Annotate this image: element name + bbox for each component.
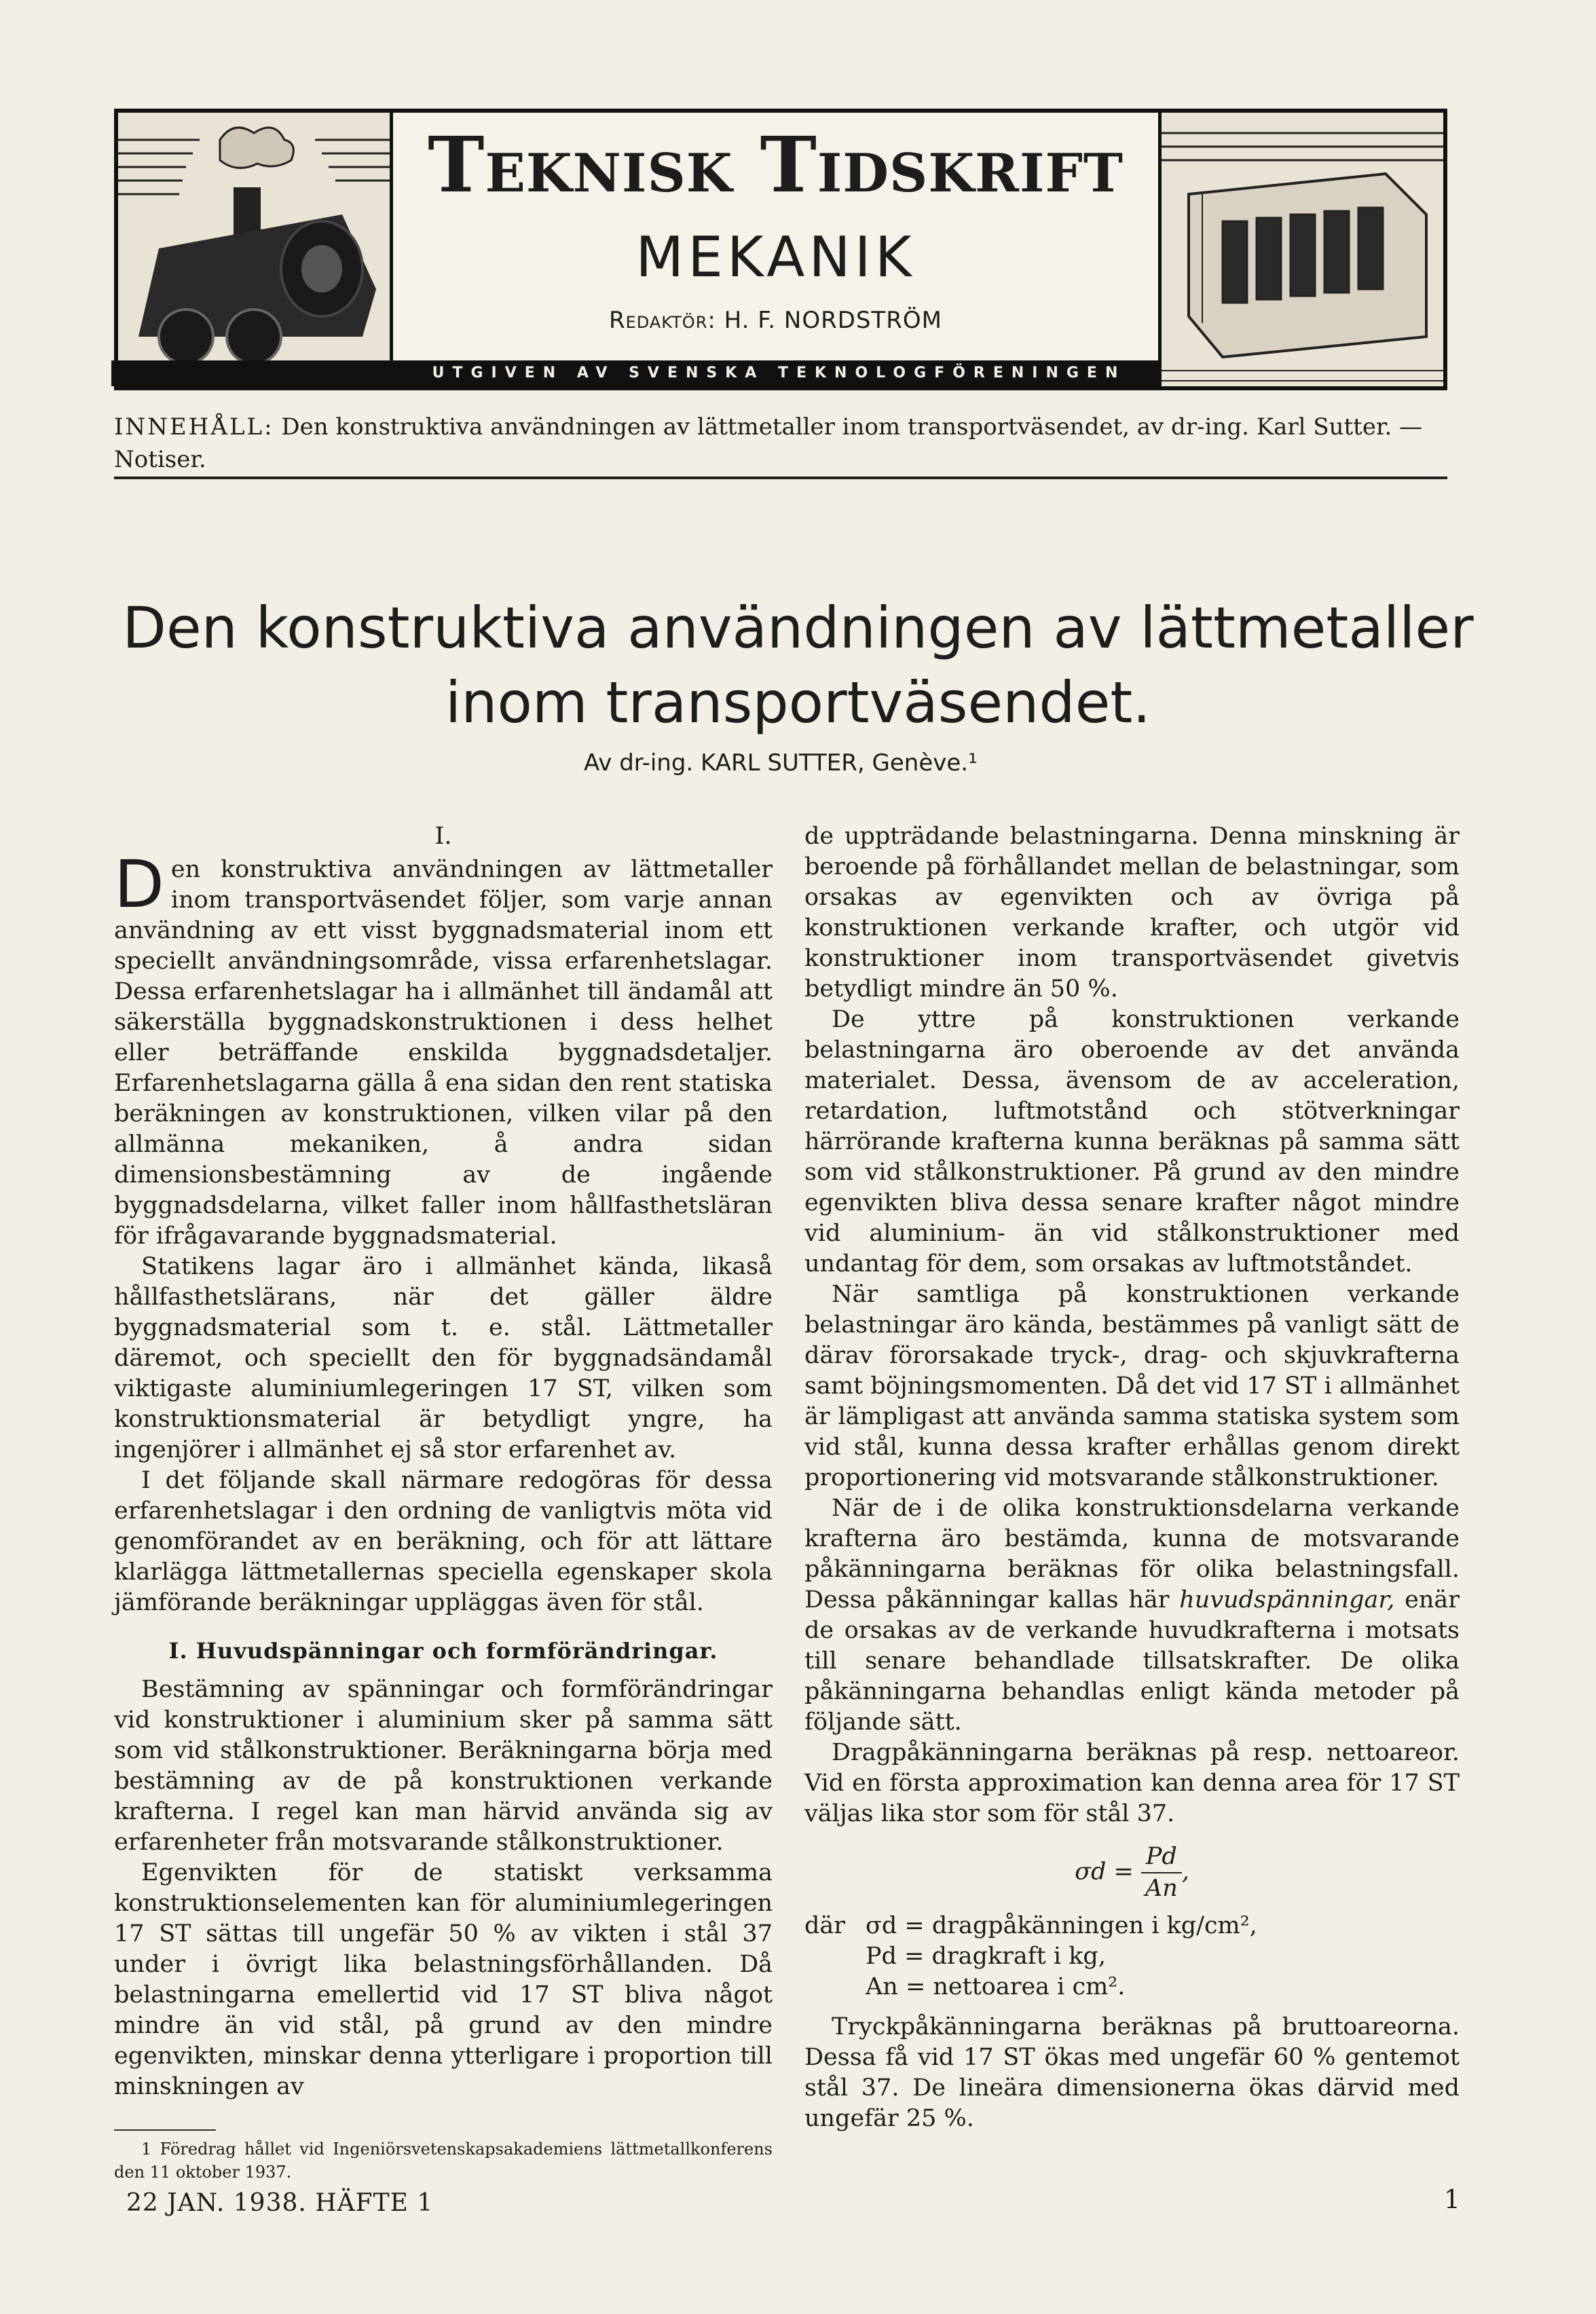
definition: Pd = dragkraft i kg, bbox=[866, 1943, 1106, 1970]
formula-lhs: σd = bbox=[1075, 1858, 1134, 1886]
drop-cap: D bbox=[114, 846, 164, 922]
paragraph: Tryckpåkänningarna beräknas på bruttoareorna. Dessa få vid 17 ST ökas med ungefär 60 % gentemot stål 37. De lineära dimensionerna ökas därvid med ungefär 25 %. bbox=[804, 2013, 1460, 2132]
right-column bbox=[804, 821, 1460, 2134]
locomotive-icon bbox=[118, 113, 390, 386]
masthead-center bbox=[390, 113, 1162, 386]
paragraph-text: enär de orsakas av de verkande huvudkrafterna i motsats till senare behandlade tillsatskrafter. De olika påkänningarna behandlas enligt kända metoder på följande sätt. bbox=[804, 1586, 1460, 1736]
footnote-rule bbox=[114, 2129, 216, 2131]
paragraph bbox=[114, 846, 773, 1252]
paragraph: När samtliga på konstruktionen verkande belastningar äro kända, bestämmes på vanligt sätt de därav förorsakade tryck-, drag- och skjuvkrafterna samt böjningsmomenten. Då det vid 17 ST i allmänhet är lämpligast att använda samma statiska system som vid stål, kunna dessa krafter erhållas genom direkt proportionering vid motsvarande stålkonstruktioner. bbox=[804, 1281, 1460, 1491]
formula bbox=[804, 1842, 1460, 1904]
editor-line: Redaktör: H. F. NORDSTRÖM bbox=[609, 307, 942, 334]
table-of-contents bbox=[114, 411, 1447, 476]
issue-date: 22 JAN. 1938. HÄFTE 1 bbox=[126, 2189, 434, 2217]
definition: σd = dragpåkänningen i kg/cm², bbox=[866, 1912, 1257, 1939]
contents-text: Den konstruktiva användningen av lättmetaller inom transportväsendet, av dr-ing. Karl Sutter. — Notiser. bbox=[114, 413, 1423, 473]
formula-denominator: An bbox=[1145, 1875, 1178, 1902]
section-heading: I. Huvudspänningar och formförändringar. bbox=[168, 1638, 718, 1664]
journal-title: Teknisk Tidskrift bbox=[428, 121, 1124, 210]
paragraph: De yttre på konstruktionen verkande belastningarna äro oberoende av det använda materialet. Dessa, ävensom de av acceleration, retardation, luftmotstånd och stötverkningar härrörande krafterna kunna beräknas på samma sätt som vid stålkonstruktioner. På grund av den mindre egenvikten bliva dessa senare krafter något mindre vid aluminium- än vid stålkonstruktioner med undantag för dem, som orsakas av luftmotståndet. bbox=[804, 1006, 1460, 1277]
formula-numerator: Pd bbox=[1141, 1842, 1182, 1873]
publisher-banner: UTGIVEN AV SVENSKA TEKNOLOGFÖRENINGEN bbox=[111, 360, 1447, 386]
definition-row bbox=[804, 1911, 1460, 1941]
page-number: 1 bbox=[1443, 2184, 1460, 2214]
paragraph: Egenvikten för de statiskt verksamma konstruktionselementen kan för aluminiumlegeringen 17 ST sättas till ungefär 50 % av vikten i stål 37 under i övrigt lika belastningsförhållanden. Då belastningarna emellertid vid 17 ST bliva något mindre än vid stål, på grund av den mindre egenvikten, minskar denna ytterligare i proportion till minskningen av bbox=[114, 1859, 773, 2100]
divider bbox=[114, 477, 1447, 479]
paragraph: Dragpåkänningarna beräknas på resp. nettoareor. Vid en första approximation kan denna area för 17 ST väljas lika stor som för stål 37. bbox=[804, 1739, 1460, 1827]
article-byline: Av dr-ing. KARL SUTTER, Genève.¹ bbox=[584, 749, 978, 777]
masthead bbox=[114, 109, 1447, 390]
section-number: I. bbox=[434, 823, 452, 850]
engine-illustration bbox=[1158, 113, 1443, 386]
emphasis-term: huvudspänningar, bbox=[1179, 1586, 1395, 1613]
contents-label: INNEHÅLL: bbox=[114, 413, 274, 441]
definition: An = nettoarea i cm². bbox=[866, 1973, 1126, 2000]
diesel-engine-icon bbox=[1162, 113, 1443, 386]
paragraph-text: När de i de olika konstruktionsdelarna verkande krafterna äro bestämda, kunna de motsvarande påkänningarna beräknas för olika belastningsfall. Dessa påkänningar kallas här bbox=[804, 1495, 1460, 1613]
formula-tail: , bbox=[1181, 1858, 1189, 1886]
locomotive-illustration bbox=[118, 113, 393, 386]
formula-definitions bbox=[804, 1911, 1460, 2002]
left-column bbox=[114, 821, 773, 2184]
paragraph: I det följande skall närmare redogöras för dessa erfarenhetslagar i den ordning de vanligtvis möta vid genomförandet av en beräkning, och för att lättare klarlägga lättmetallernas speciella egenskaper skola jämförande beräkningar uppläggas även för stål. bbox=[114, 1467, 773, 1616]
footnote: 1 Föredrag hållet vid Ingeniörsvetenskapsakademiens lättmetallkonferens den 11 oktober 1937. bbox=[114, 2140, 773, 2182]
formula-fraction bbox=[1141, 1842, 1182, 1904]
journal-section: MEKANIK bbox=[635, 225, 916, 290]
paragraph: Bestämning av spänningar och formförändringar vid konstruktioner i aluminium sker på samma sätt som vid stålkonstruktioner. Beräkningarna börja med bestämning av de på konstruktionen verkande krafterna. I regel kan man härvid använda sig av erfarenheter från motsvarande stålkonstruktioner. bbox=[114, 1676, 773, 1856]
paragraph-text: en konstruktiva användningen av lättmetaller inom transportväsendet följer, som varje annan användning av ett visst byggnadsmaterial inom ett speciellt användningsområde, vissa erfarenhetslagar. Dessa erfarenhetslagar ha i allmänhet till ändamål att säkerställa byggnadskonstruktionen i dess helhet eller beträffande enskilda byggnadsdetaljer. Erfarenhetslagarna gälla å ena sidan den rent statiska beräkningen av konstruktionen, vilken vilar på den allmänna mekaniken, å andra sidan dimensionsbestämning av de ingående byggnadsdelarna, vilket faller inom hållfasthetsläran för ifrågavarande byggnadsmaterial. bbox=[114, 856, 773, 1250]
article-title: Den konstruktiva användningen av lättmetaller inom transportväsendet. bbox=[122, 595, 1474, 736]
paragraph: Statikens lagar äro i allmänhet kända, likaså hållfasthetslärans, när det gäller äldre byggnadsmaterial som t. e. stål. Lättmetaller däremot, och speciellt den för byggnadsändamål viktigaste aluminiumlegeringen 17 ST, vilken som konstruktionsmaterial är betydligt yngre, ha ingenjörer i allmänhet ej så stor erfarenhet av. bbox=[114, 1253, 773, 1463]
paragraph bbox=[804, 1493, 1460, 1738]
definitions-intro: där bbox=[804, 1912, 846, 1939]
paragraph: de uppträdande belastningarna. Denna minskning är beroende på förhållandet mellan de belastningar, som orsakas av egenvikten och av övriga på konstruktionen verkande krafter, och utgör vid konstruktioner inom transportväsendet givetvis betydligt mindre än 50 %. bbox=[804, 823, 1460, 1003]
